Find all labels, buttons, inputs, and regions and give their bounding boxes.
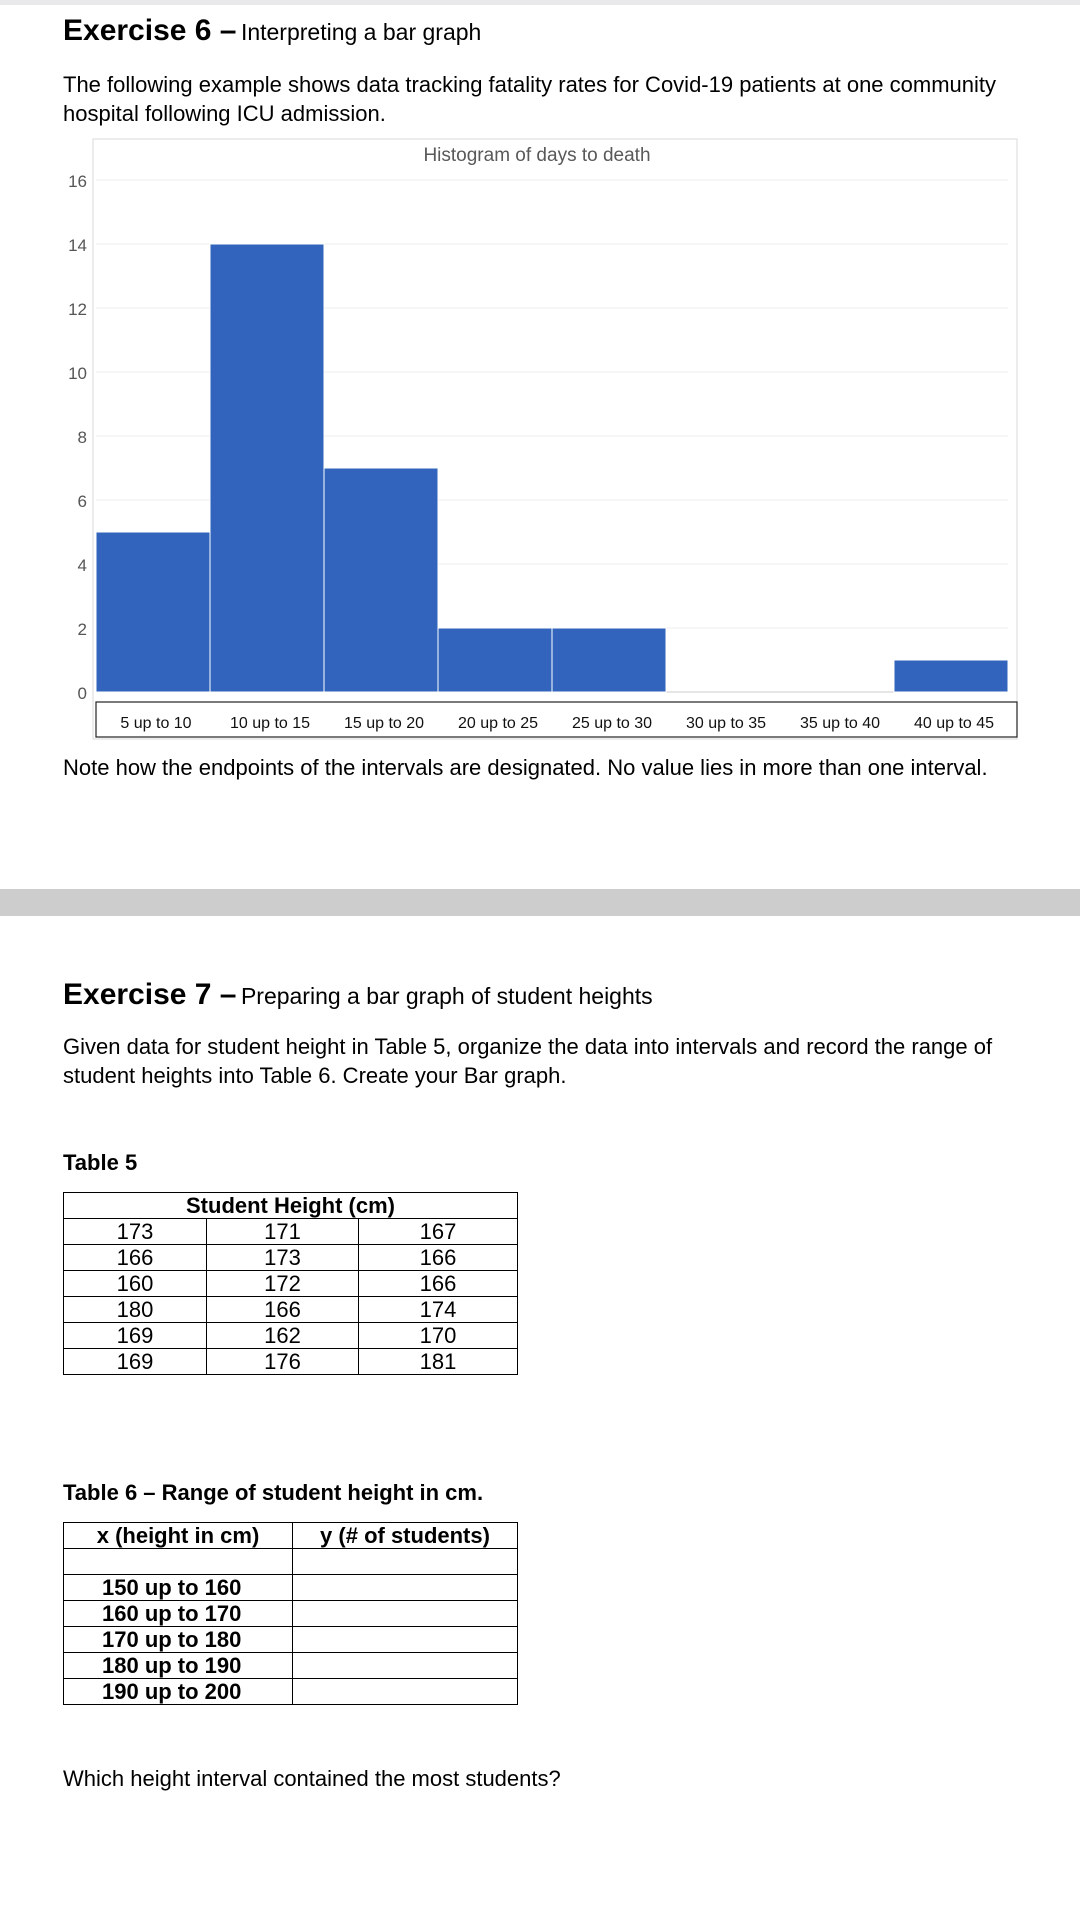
bar (210, 244, 324, 692)
y-tick-label: 0 (77, 684, 87, 703)
table-row (64, 1219, 518, 1245)
chart-bars (96, 244, 1008, 692)
interval-label: 190 up to 200 (64, 1679, 293, 1705)
x-tick-label: 30 up to 35 (685, 715, 767, 732)
y-tick-label: 12 (68, 300, 87, 319)
exercise-6-intro: The following example shows data tracking fatality rates for Covid-19 patients at one community hospital following ICU admission. (63, 72, 997, 126)
student-count-cell[interactable] (293, 1679, 518, 1705)
table-cell: 166 (359, 1271, 518, 1297)
x-tick-label: 35 up to 40 (799, 715, 881, 732)
bar (894, 660, 1008, 692)
table-row (64, 1653, 518, 1679)
y-tick-label: 4 (77, 556, 87, 575)
bar (438, 628, 552, 692)
interval-label: 160 up to 170 (64, 1601, 293, 1627)
x-tick-label: 15 up to 20 (343, 715, 425, 732)
x-tick-label: 40 up to 45 (913, 715, 995, 732)
table-row (64, 1297, 518, 1323)
table-cell: 160 (64, 1271, 207, 1297)
exercise-7-intro: Given data for student height in Table 5, organize the data into intervals and record the range of student heights into Table 6. Create your Bar graph. (63, 1034, 993, 1088)
table-6-col-y-header: y (# of students) (293, 1523, 518, 1549)
table-row (64, 1349, 518, 1375)
x-axis-labels (120, 715, 994, 732)
x-tick-label: 25 up to 30 (571, 715, 653, 732)
table-5-caption: Table 5 (63, 1150, 138, 1175)
top-edge-bar (0, 0, 1080, 5)
table-row (64, 1679, 518, 1705)
x-tick-label: 10 up to 15 (229, 715, 311, 732)
interval-label: 170 up to 180 (64, 1627, 293, 1653)
student-count-cell[interactable] (293, 1653, 518, 1679)
table-6-header-row (64, 1523, 518, 1549)
table-5 (63, 1192, 518, 1375)
table-cell: 166 (359, 1245, 518, 1271)
table-cell: 176 (207, 1349, 359, 1375)
chart-title: Histogram of days to death (423, 145, 651, 166)
table-row (64, 1601, 518, 1627)
table-cell: 172 (207, 1271, 359, 1297)
table-cell: 180 (64, 1297, 207, 1323)
student-count-cell[interactable] (293, 1601, 518, 1627)
table-row (64, 1323, 518, 1349)
y-tick-label: 2 (77, 620, 87, 639)
table-cell: 170 (359, 1323, 518, 1349)
exercise-6-title: Exercise 6 – (63, 14, 237, 47)
y-tick-label: 8 (77, 428, 87, 447)
y-tick-label: 14 (68, 236, 87, 255)
exercise-7-title: Exercise 7 – (63, 978, 237, 1011)
y-tick-label: 10 (68, 364, 87, 383)
table-row (64, 1245, 518, 1271)
table-row (64, 1627, 518, 1653)
table-cell: 169 (64, 1323, 207, 1349)
y-axis-ticks (68, 172, 87, 703)
table-cell: 166 (207, 1297, 359, 1323)
table-6 (63, 1522, 518, 1705)
table-5-header: Student Height (cm) (64, 1193, 518, 1219)
table-cell: 171 (207, 1219, 359, 1245)
exercise-6-subtitle: Interpreting a bar graph (240, 19, 482, 45)
interval-label: 150 up to 160 (64, 1575, 293, 1601)
table-cell-blank (64, 1549, 293, 1575)
table-5-header-row (64, 1193, 518, 1219)
bar (96, 532, 210, 692)
x-tick-label: 5 up to 10 (120, 715, 192, 732)
table-cell: 167 (359, 1219, 518, 1245)
histogram-chart (0, 135, 1080, 745)
interval-label: 180 up to 190 (64, 1653, 293, 1679)
student-count-cell[interactable] (293, 1627, 518, 1653)
table-cell: 169 (64, 1349, 207, 1375)
table-6-col-x-header: x (height in cm) (64, 1523, 293, 1549)
table-cell-blank (293, 1549, 518, 1575)
table-cell: 173 (64, 1219, 207, 1245)
y-tick-label: 16 (68, 172, 87, 191)
y-tick-label: 6 (77, 492, 87, 511)
table-row (64, 1549, 518, 1575)
student-count-cell[interactable] (293, 1575, 518, 1601)
table-row (64, 1271, 518, 1297)
table-cell: 166 (64, 1245, 207, 1271)
bar (324, 468, 438, 692)
x-tick-label: 20 up to 25 (457, 715, 539, 732)
exercise-7-question: Which height interval contained the most students? (63, 1766, 561, 1791)
exercise-7-subtitle: Preparing a bar graph of student heights (240, 983, 653, 1009)
table-cell: 162 (207, 1323, 359, 1349)
exercise-6-note: Note how the endpoints of the intervals are designated. No value lies in more than one interval. (63, 755, 988, 780)
table-cell: 181 (359, 1349, 518, 1375)
table-row (64, 1575, 518, 1601)
table-cell: 174 (359, 1297, 518, 1323)
exercise-7-heading (63, 978, 653, 1012)
table-6-caption: Table 6 – Range of student height in cm. (63, 1480, 484, 1505)
section-divider (0, 889, 1080, 916)
bar (552, 628, 666, 692)
table-cell: 173 (207, 1245, 359, 1271)
exercise-6-heading (63, 14, 481, 48)
